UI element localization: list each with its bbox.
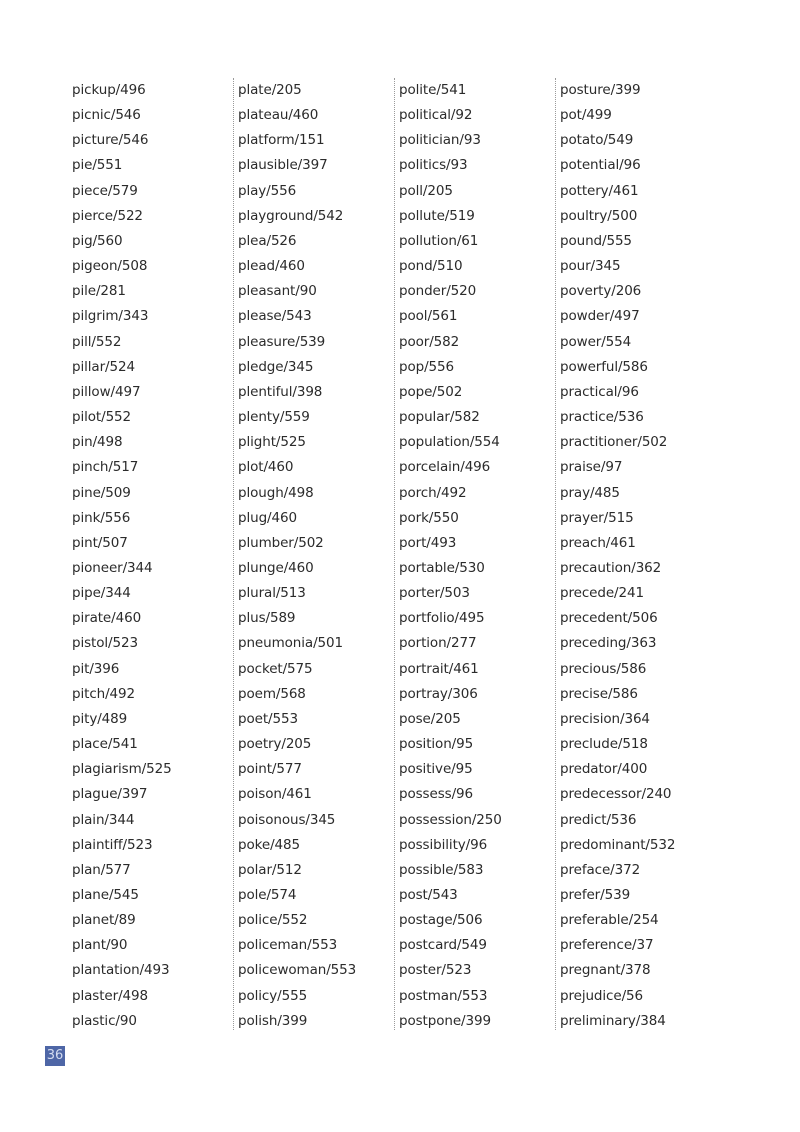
index-entry: pollution/61	[399, 232, 479, 249]
index-entry: plentiful/398	[238, 383, 323, 400]
index-entry: plague/397	[72, 786, 148, 803]
index-entry: pose/205	[399, 710, 461, 727]
index-entry: plea/526	[238, 232, 297, 249]
index-entry: potential/96	[560, 157, 641, 174]
index-entry: pound/555	[560, 232, 632, 249]
index-entry: plural/513	[238, 585, 306, 602]
index-entry: police/552	[238, 912, 308, 929]
index-entry: pile/281	[72, 283, 126, 300]
index-entry: pollute/519	[399, 207, 475, 224]
index-entry: practice/536	[560, 409, 644, 426]
index-entry: planet/89	[72, 912, 136, 929]
index-entry: precaution/362	[560, 559, 662, 576]
index-entry: positive/95	[399, 761, 473, 778]
index-entry: portable/530	[399, 559, 485, 576]
index-entry: pity/489	[72, 710, 128, 727]
index-entry: polite/541	[399, 82, 467, 98]
index-entry: powerful/586	[560, 358, 648, 375]
index-entry: policy/555	[238, 987, 308, 1004]
index-entry: pool/561	[399, 308, 458, 325]
index-entry: piece/579	[72, 182, 138, 199]
index-entry: postage/506	[399, 912, 483, 929]
index-entry: pioneer/344	[72, 559, 153, 576]
index-entry: poverty/206	[560, 283, 642, 300]
index-entry: plagiarism/525	[72, 761, 172, 778]
index-entry: pole/574	[238, 887, 297, 903]
index-entry: precedent/506	[560, 610, 658, 627]
index-entry: preceding/363	[560, 635, 657, 652]
index-entry: porch/492	[399, 484, 467, 501]
index-entry: pie/551	[72, 157, 123, 174]
index-entry: popular/582	[399, 409, 480, 426]
index-entry: pill/552	[72, 333, 122, 350]
index-entry: pig/560	[72, 232, 123, 249]
index-entry: poetry/205	[238, 736, 312, 753]
index-entry: pilot/552	[72, 409, 132, 426]
index-entry: postman/553	[399, 987, 488, 1004]
index-entry: precise/586	[560, 685, 638, 702]
index-entry: postpone/399	[399, 1012, 491, 1029]
index-entry: political/92	[399, 107, 473, 124]
index-entry: practical/96	[560, 383, 639, 400]
index-entry: pneumonia/501	[238, 635, 343, 652]
index-entry: pottery/461	[560, 182, 639, 199]
index-entry: predator/400	[560, 761, 648, 778]
index-entry: practitioner/502	[560, 434, 668, 451]
index-entry: possibility/96	[399, 836, 488, 853]
index-entry: plaintiff/523	[72, 836, 153, 853]
index-entry: pocket/575	[238, 660, 313, 677]
index-entry: plunge/460	[238, 559, 314, 576]
index-entry: pop/556	[399, 358, 455, 375]
index-entry: platform/151	[238, 132, 325, 149]
index-entry: pit/396	[72, 660, 120, 677]
index-entry: precede/241	[560, 585, 644, 602]
index-entry: pistol/523	[72, 635, 138, 652]
index-entry: portray/306	[399, 685, 478, 702]
index-entry: pirate/460	[72, 610, 142, 627]
index-entry: pigeon/508	[72, 258, 148, 275]
index-entry: playground/542	[238, 207, 344, 224]
index-entry: pray/485	[560, 484, 620, 501]
index-entry: poisonous/345	[238, 811, 336, 828]
index-entry: porter/503	[399, 585, 470, 602]
index-entry: pin/498	[72, 434, 123, 451]
index-entry: plantation/493	[72, 962, 170, 979]
index-entry: precision/364	[560, 710, 650, 727]
index-entry: poet/553	[238, 710, 298, 727]
index-entry: precious/586	[560, 660, 647, 677]
index-entry: postcard/549	[399, 937, 487, 954]
index-entry: plant/90	[72, 937, 128, 954]
index-entry: pierce/522	[72, 207, 143, 224]
index-entry: poem/568	[238, 685, 306, 702]
index-entry: possession/250	[399, 811, 502, 828]
index-entry: prejudice/56	[560, 987, 644, 1004]
index-entry: pregnant/378	[560, 962, 651, 979]
index-entry: pleasure/539	[238, 333, 326, 350]
index-entry: preferable/254	[560, 912, 659, 929]
index-entry: pillar/524	[72, 358, 135, 375]
index-entry: play/556	[238, 182, 297, 199]
word-column-4	[555, 78, 715, 1030]
index-entry: politician/93	[399, 132, 481, 149]
index-entry: plenty/559	[238, 409, 310, 426]
index-entry: please/543	[238, 308, 312, 325]
index-entry: position/95	[399, 736, 474, 753]
index-entry: plan/577	[72, 861, 131, 878]
index-entry: plane/545	[72, 887, 139, 903]
index-entry: portrait/461	[399, 660, 479, 677]
index-entry: predominant/532	[560, 836, 676, 853]
index-entry: plain/344	[72, 811, 135, 828]
index-entry: polar/512	[238, 861, 302, 878]
index-entry: pipe/344	[72, 585, 131, 602]
word-column-2	[233, 78, 393, 1030]
index-entry: plate/205	[238, 82, 302, 98]
index-entry: preach/461	[560, 534, 636, 551]
index-entry: plight/525	[238, 434, 306, 451]
index-entry: point/577	[238, 761, 302, 778]
index-entry: pint/507	[72, 534, 128, 551]
index-entry: pinch/517	[72, 459, 139, 476]
index-entry: picture/546	[72, 132, 149, 149]
index-entry: porcelain/496	[399, 459, 491, 476]
index-entry: population/554	[399, 434, 500, 451]
index-entry: pond/510	[399, 258, 463, 275]
index-entry: policeman/553	[238, 937, 338, 954]
index-entry: pork/550	[399, 509, 459, 526]
index-entry: pine/509	[72, 484, 131, 501]
index-entry: powder/497	[560, 308, 640, 325]
index-entry: picnic/546	[72, 107, 141, 124]
index-entry: plus/589	[238, 610, 296, 627]
index-entry: pope/502	[399, 383, 463, 400]
page-number-badge: 36	[45, 1046, 65, 1066]
index-entry: prayer/515	[560, 509, 634, 526]
index-entry: plastic/90	[72, 1012, 137, 1029]
index-entry: predecessor/240	[560, 786, 672, 803]
index-entry: post/543	[399, 887, 458, 903]
index-entry: poor/582	[399, 333, 460, 350]
index-entry: pleasant/90	[238, 283, 317, 300]
index-entry: poultry/500	[560, 207, 638, 224]
index-entry: ponder/520	[399, 283, 477, 300]
index-entry: plaster/498	[72, 987, 148, 1004]
index-entry: poster/523	[399, 962, 472, 979]
index-entry: politics/93	[399, 157, 468, 174]
index-entry: pillow/497	[72, 383, 141, 400]
index-entry: praise/97	[560, 459, 623, 476]
index-entry: port/493	[399, 534, 457, 551]
index-entry: possess/96	[399, 786, 473, 803]
index-entry: pledge/345	[238, 358, 314, 375]
index-entry: poison/461	[238, 786, 312, 803]
index-entry: preliminary/384	[560, 1012, 666, 1029]
index-entry: plateau/460	[238, 107, 319, 124]
word-column-1	[72, 78, 227, 1034]
index-entry: pitch/492	[72, 685, 136, 702]
index-entry: preclude/518	[560, 736, 648, 753]
index-entry: place/541	[72, 736, 138, 753]
index-entry: potato/549	[560, 132, 634, 149]
index-entry: pot/499	[560, 107, 612, 124]
index-entry: plough/498	[238, 484, 314, 501]
index-entry: power/554	[560, 333, 632, 350]
index-entry: poll/205	[399, 182, 453, 199]
index-entry: portion/277	[399, 635, 477, 652]
index-entry: pink/556	[72, 509, 131, 526]
index-entry: possible/583	[399, 861, 484, 878]
word-column-3	[394, 78, 554, 1030]
index-entry: prefer/539	[560, 887, 631, 903]
index-entry: pilgrim/343	[72, 308, 149, 325]
index-entry: polish/399	[238, 1012, 308, 1029]
index-entry: plumber/502	[238, 534, 324, 551]
index-entry: predict/536	[560, 811, 637, 828]
index-entry: preference/37	[560, 937, 654, 954]
index-entry: posture/399	[560, 82, 641, 98]
index-entry: pour/345	[560, 258, 621, 275]
index-entry: poke/485	[238, 836, 300, 853]
index-entry: plausible/397	[238, 157, 328, 174]
index-entry: plot/460	[238, 459, 294, 476]
index-entry: preface/372	[560, 861, 641, 878]
index-entry: portfolio/495	[399, 610, 485, 627]
index-entry: plead/460	[238, 258, 305, 275]
index-entry: policewoman/553	[238, 962, 357, 979]
index-entry: plug/460	[238, 509, 297, 526]
index-entry: pickup/496	[72, 82, 146, 98]
